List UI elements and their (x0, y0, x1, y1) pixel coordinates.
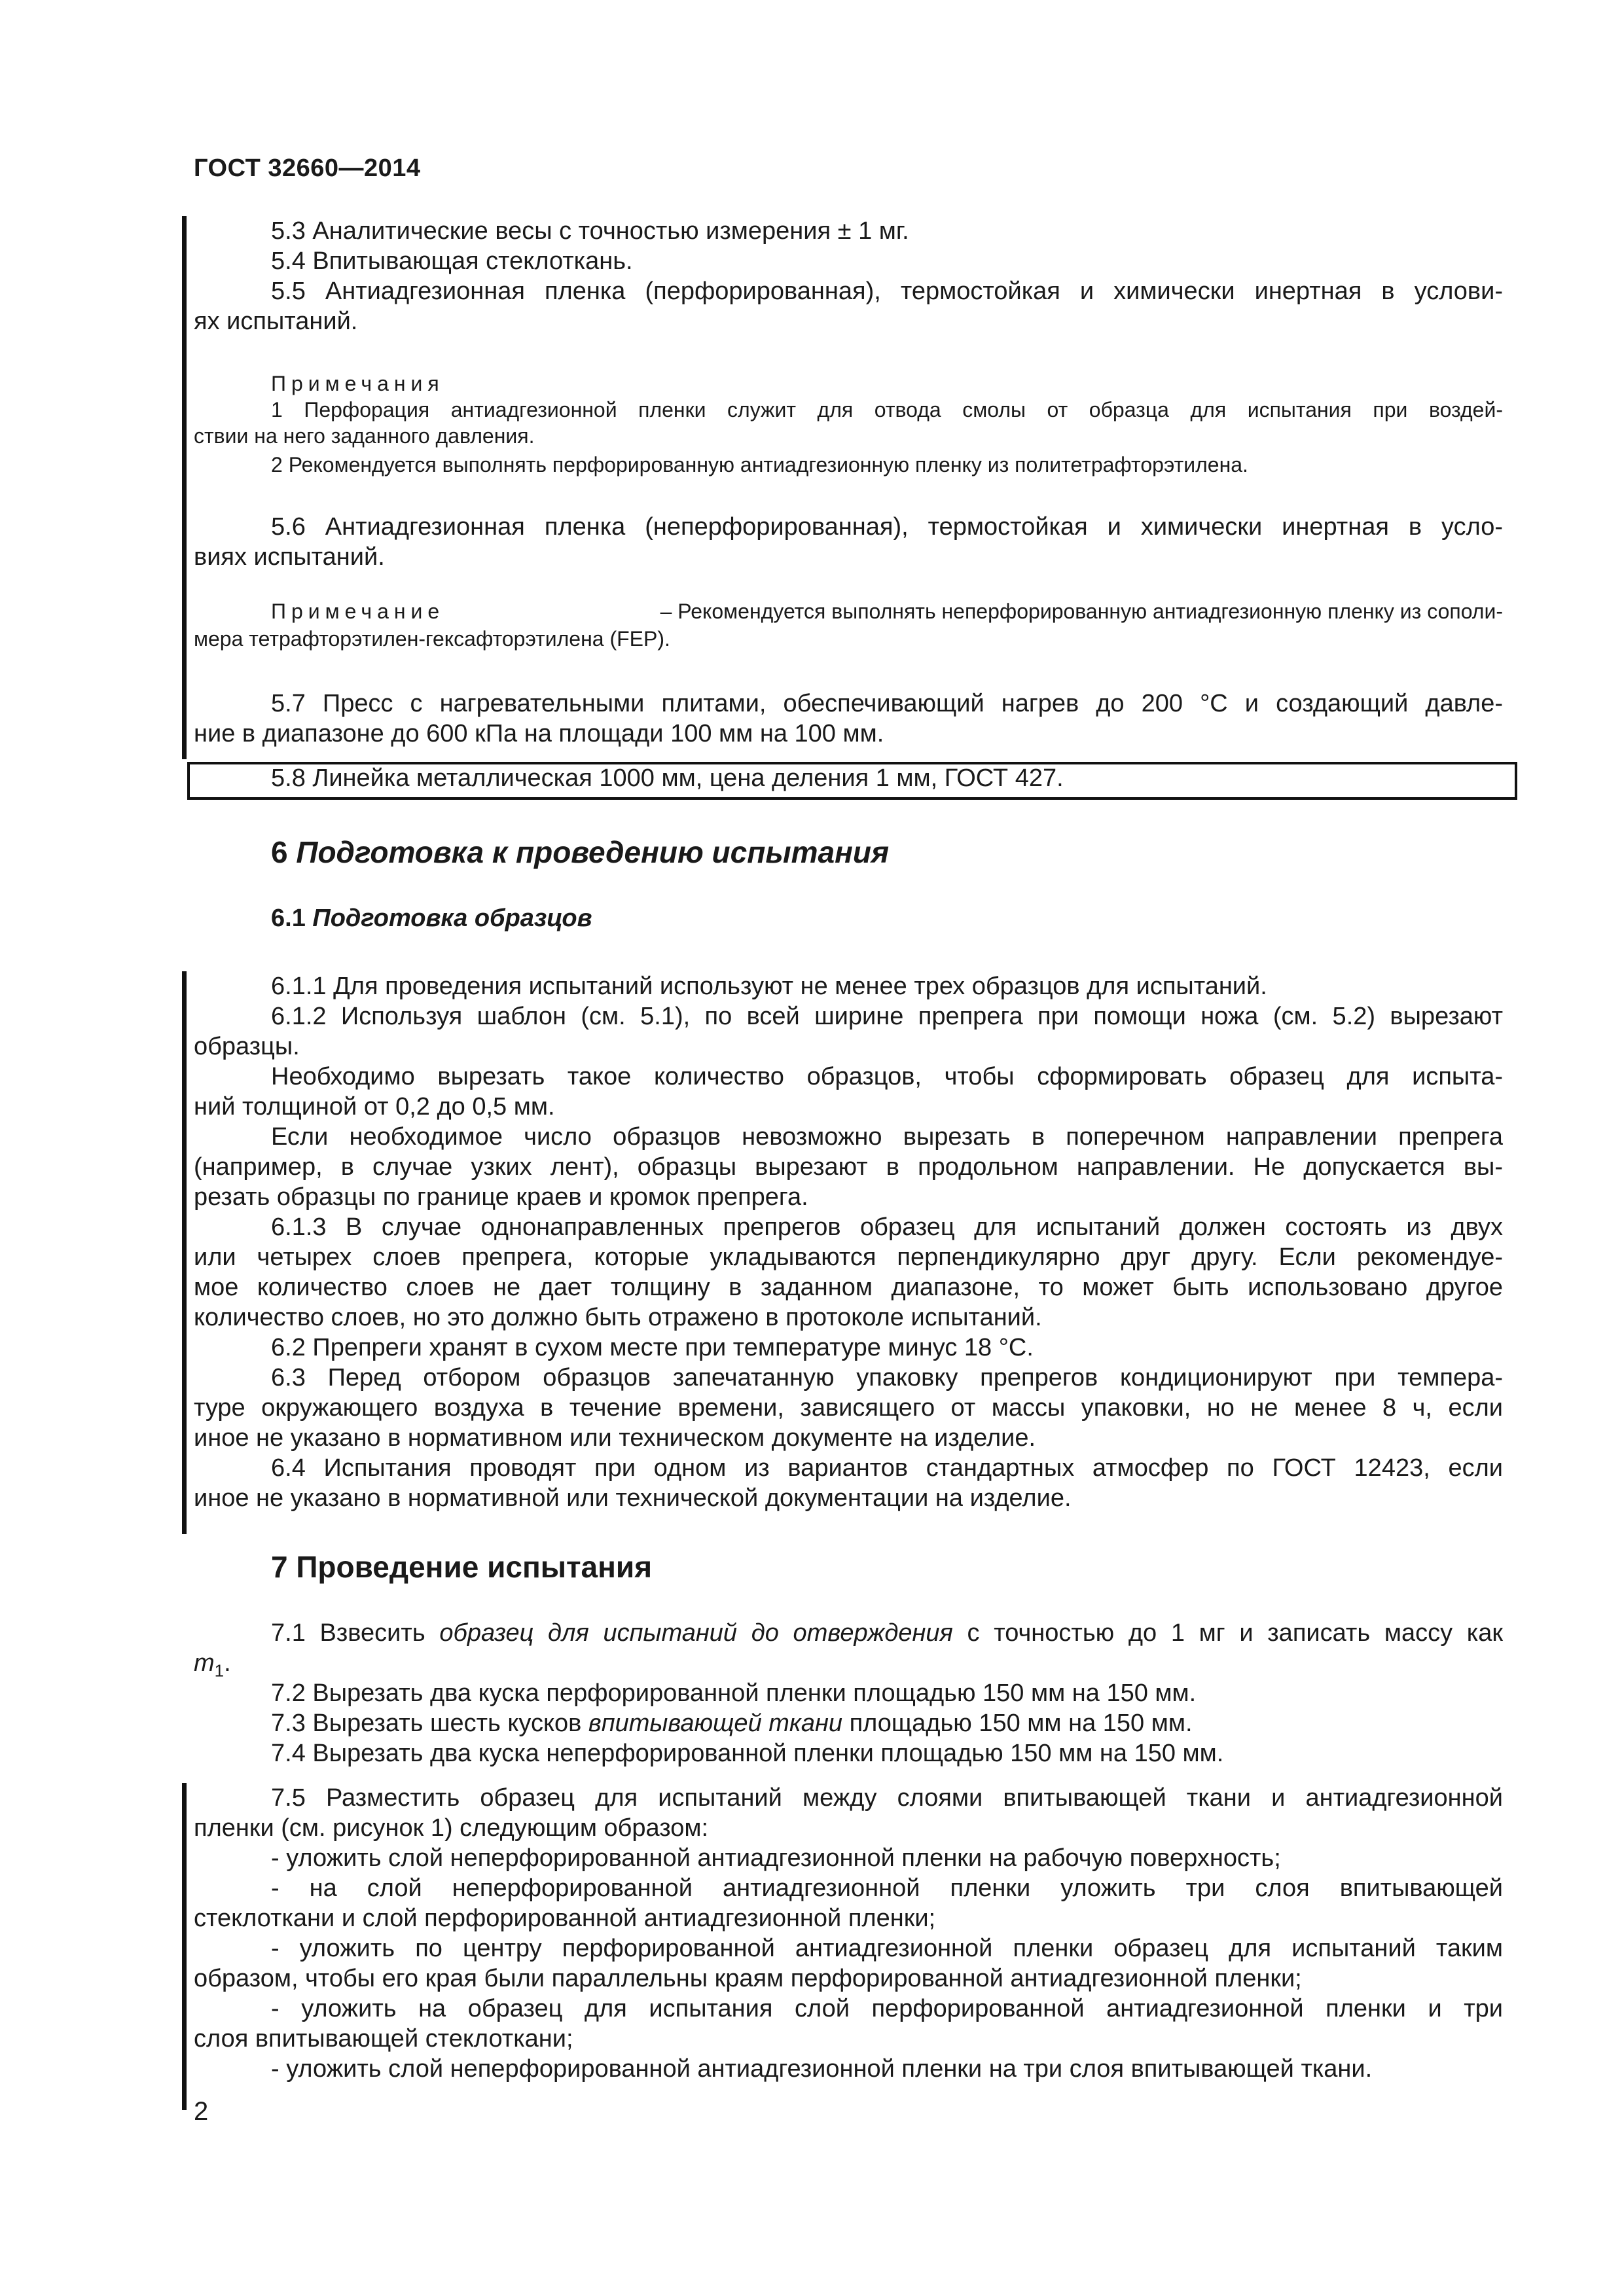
para-7-1-end: . (224, 1649, 231, 1677)
para-7-1-rest: с точностью до 1 мг и записать массу как (952, 1619, 1503, 1647)
para-7-5-line: образом, чтобы его края были параллельны краям перфорированной антиадгезионной пленки; (194, 1965, 1302, 1992)
para-6-line: (например, в случае узких лент), образцы вырезают в продольном направлении. Не допускается вы- (194, 1153, 1503, 1181)
change-bar (182, 971, 187, 1534)
item-5-6-cont: виях испытаний. (194, 543, 385, 571)
para-6-line: ний толщиной от 0,2 до 0,5 мм. (194, 1093, 555, 1121)
para-6-line: 6.3 Перед отбором образцов запечатанную упаковку препрегов кондиционируют при темпера- (271, 1364, 1503, 1391)
para-7-5-line: - уложить слой неперфорированной антиадгезионной пленки на рабочую поверхность; (271, 1844, 1281, 1872)
para-7-1-text: 7.1 Взвесить (271, 1619, 440, 1647)
para-6-line: 6.4 Испытания проводят при одном из вариантов стандартных атмосфер по ГОСТ 12423, если (271, 1454, 1503, 1482)
para-6-line: количество слоев, но это должно быть отражено в протоколе испытаний. (194, 1304, 1042, 1331)
document-code: ГОСТ 32660—2014 (194, 154, 421, 182)
para-7-1-italic: образец для испытаний до отверждения (439, 1619, 953, 1647)
para-7-1 (271, 1618, 1503, 1648)
item-5-7: 5.7 Пресс с нагревательными плитами, обеспечивающий нагрев до 200 °С и создающий давле- (271, 690, 1503, 717)
note-1-cont: ствии на него заданного давления. (194, 424, 535, 448)
para-6-line: 6.1.1 Для проведения испытаний используют не менее трех образцов для испытаний. (271, 973, 1267, 1000)
para-6-line: 6.1.3 В случае однонаправленных препрегов образец для испытаний должен состоять из двух (271, 1213, 1503, 1241)
note-2: 2 Рекомендуется выполнять перфорированную антиадгезионную пленку из политетрафторэтилена. (271, 453, 1248, 476)
note-label: Примечание (271, 600, 445, 623)
para-7-5-line: - уложить по центру перфорированной антиадгезионной пленки образец для испытаний таким (271, 1935, 1503, 1962)
notes-title: Примечания (271, 372, 444, 395)
para-7-5-line: 7.5 Разместить образец для испытаний между слоями впитывающей ткани и антиадгезионной (271, 1784, 1503, 1812)
para-7-3 (271, 1708, 1503, 1738)
mass-symbol: m (194, 1649, 215, 1677)
note-1: 1 Перфорация антиадгезионной пленки служит для отвода смолы от образца для испытания при воздей- (271, 398, 1503, 422)
section-6-title: Подготовка к проведению испытания (296, 835, 890, 869)
para-7-5-line: - на слой неперфорированной антиадгезионной пленки уложить три слоя впитывающей (271, 1874, 1503, 1902)
para-6-line: мое количество слоев не дает толщину в заданном диапазоне, то может быть использовано другое (194, 1274, 1503, 1301)
change-bar (182, 216, 187, 759)
para-7-5-line: пленки (см. рисунок 1) следующим образом: (194, 1814, 709, 1842)
para-6-line: образцы. (194, 1033, 300, 1060)
para-7-5-line: - уложить на образец для испытания слой перфорированной антиадгезионной пленки и три (271, 1995, 1503, 2022)
item-5-4: 5.4 Впитывающая стеклоткань. (271, 247, 633, 275)
para-7-3-rest: площадью 150 мм на 150 мм. (842, 1710, 1193, 1737)
section-6-heading (271, 834, 1580, 870)
subsection-6-1-heading (271, 903, 1580, 933)
section-7-heading: 7 Проведение испытания (271, 1550, 653, 1584)
para-6-line: Необходимо вырезать такое количество образцов, чтобы сформировать образец для испыта- (271, 1063, 1503, 1090)
note-text: – Рекомендуется выполнять неперфорированную антиадгезионную пленку из сополи- (660, 600, 1503, 623)
para-7-3-italic: впитывающей ткани (588, 1710, 843, 1737)
note-single-cont: мера тетрафторэтилен-гексафторэтилена (FEP). (194, 627, 670, 651)
item-5-5: 5.5 Антиадгезионная пленка (перфорированная), термостойкая и химически инертная в услови- (271, 278, 1503, 305)
para-7-5-line: - уложить слой неперфорированной антиадгезионной пленки на три слоя впитывающей ткани. (271, 2055, 1373, 2083)
para-6-line: туре окружающего воздуха в течение времени, зависящего от массы упаковки, но не менее 8 ч, если (194, 1394, 1503, 1422)
para-6-line: иное не указано в нормативном или техническом документе на изделие. (194, 1424, 1036, 1452)
mass-subscript: 1 (214, 1660, 225, 1681)
para-6-line: иное не указано в нормативной или технической документации на изделие. (194, 1484, 1072, 1512)
para-6-line: 6.2 Препреги хранят в сухом месте при температуре минус 18 °С. (271, 1334, 1034, 1361)
para-6-line: или четырех слоев препрега, которые укладываются перпендикулярно друг другу. Если рекомендуе- (194, 1244, 1503, 1271)
subsection-6-1-num: 6.1 (271, 905, 306, 932)
note-single (271, 598, 1503, 624)
item-5-5-cont: ях испытаний. (194, 308, 358, 335)
para-7-2: 7.2 Вырезать два куска перфорированной пленки площадью 150 мм на 150 мм. (271, 1679, 1197, 1707)
section-6-num: 6 (271, 835, 288, 869)
subsection-6-1-title: Подготовка образцов (312, 905, 592, 932)
item-5-6: 5.6 Антиадгезионная пленка (неперфорированная), термостойкая и химически инертная в усло- (271, 513, 1503, 541)
para-7-5-line: стеклоткани и слой перфорированной антиадгезионной пленки; (194, 1905, 936, 1932)
para-6-line: 6.1.2 Используя шаблон (см. 5.1), по всей ширине препрега при помощи ножа (см. 5.2) вырезают (271, 1003, 1503, 1030)
item-5-8: 5.8 Линейка металлическая 1000 мм, цена деления 1 мм, ГОСТ 427. (271, 764, 1064, 792)
para-7-3-text: 7.3 Вырезать шесть кусков (271, 1710, 588, 1737)
change-bar (182, 1783, 187, 2110)
item-5-7-cont: ние в диапазоне до 600 кПа на площади 100 мм на 100 мм. (194, 720, 884, 747)
item-5-3: 5.3 Аналитические весы с точностью измерения ± 1 мг. (271, 217, 909, 245)
page-number: 2 (194, 2097, 209, 2126)
para-6-line: Если необходимое число образцов невозможно вырезать в поперечном направлении препрега (271, 1123, 1503, 1151)
para-7-5-line: слоя впитывающей стеклоткани; (194, 2025, 573, 2053)
para-6-line: резать образцы по границе краев и кромок препрега. (194, 1183, 808, 1211)
para-7-4: 7.4 Вырезать два куска неперфорированной пленки площадью 150 мм на 150 мм. (271, 1740, 1224, 1767)
